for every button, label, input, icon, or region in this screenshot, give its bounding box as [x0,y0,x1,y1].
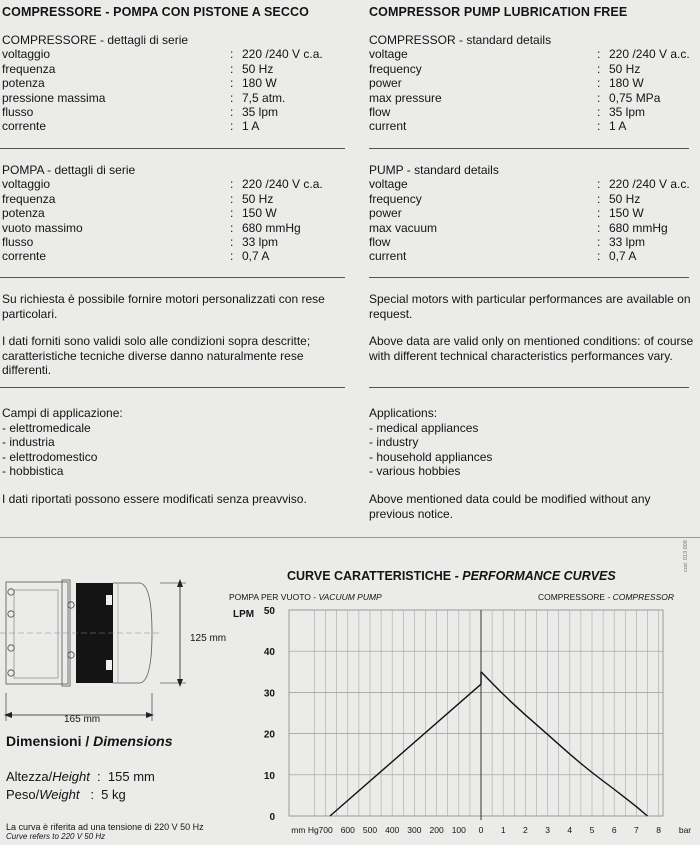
it-note-custom-motors: Su richiesta è possibile fornire motori personalizzati con rese particolari. [2,292,325,321]
section-divider [0,537,700,538]
spec-row [369,206,699,220]
x-tick-label: 1 [500,825,506,835]
divider [0,277,345,278]
spec-value: 220 /240 V a.c. [609,177,690,192]
application-item: - medical appliances [369,420,479,435]
en-pump-heading: PUMP - standard details [369,163,499,177]
en-notice: Above mentioned data could be modified without any previous notice. [369,492,651,521]
spec-row [369,249,699,263]
y-axis-label: LPM [233,609,255,620]
spec-value: 220 /240 V c.a. [242,177,323,192]
x-axis-label-vacuum: mm Hg [291,825,319,835]
x-tick-label: 0 [478,825,484,835]
title-en: COMPRESSOR PUMP LUBRICATION FREE [369,5,628,19]
spec-colon: : [230,220,234,235]
dim-width-label: 165 mm [64,714,101,725]
spec-label: pressione massima [2,90,106,105]
mount-hole-icon [68,652,74,658]
x-tick-label: 400 [385,825,400,835]
spec-colon: : [230,235,234,250]
en-applications [369,406,697,479]
x-tick-label: 6 [611,825,617,835]
spec-row [2,235,347,249]
spec-value: 0,75 MPa [609,90,661,105]
x-tick-label: 3 [545,825,550,835]
spec-value: 150 W [609,206,644,221]
y-tick-label: 50 [263,606,275,617]
spec-label: frequenza [2,61,56,76]
spec-value: 0,7 A [242,249,270,264]
spec-label: flow [369,235,391,250]
spec-row [369,235,699,249]
spec-colon: : [597,191,601,206]
en-compressor-specs [369,33,699,134]
spec-colon: : [597,105,601,120]
spec-row [2,62,347,76]
mount-hole-icon [8,611,14,617]
footnote-en: Curve refers to 220 V 50 Hz [6,832,106,841]
spec-label: flusso [2,105,34,120]
spec-row [369,47,699,61]
spec-label: flow [369,105,391,120]
spec-label: current [369,249,407,264]
spec-value: 1 A [242,119,260,134]
weight-value: 5 kg [101,787,126,802]
spec-colon: : [597,220,601,235]
spec-label: corrente [2,119,47,134]
en-compressor-heading: COMPRESSOR - standard details [369,33,552,47]
spec-value: 33 lpm [609,235,646,250]
y-tick-label: 20 [263,729,275,741]
spec-row [2,249,347,263]
spec-label: frequency [369,61,422,76]
application-item: - various hobbies [369,464,461,479]
spec-row [2,119,347,133]
height-value: 155 mm [107,769,155,784]
spec-row [369,91,699,105]
spec-row [2,192,347,206]
chart-title: CURVE CARATTERISTICHE - PERFORMANCE CURVES [287,569,616,583]
spec-label: frequency [369,191,422,206]
divider [0,387,345,388]
spec-label: potenza [2,76,45,91]
x-axis-label-pressure: bar [678,825,692,835]
mount-hole-icon [8,645,14,651]
mount-hole-icon [8,670,14,676]
spec-row [2,105,347,119]
spec-colon: : [230,119,234,134]
divider [0,148,345,149]
spec-value: 220 /240 V c.a. [242,47,323,62]
x-tick-label: 2 [523,825,528,835]
spec-label: corrente [2,249,47,264]
it-compressor-specs [2,33,347,134]
spec-colon: : [230,76,234,91]
y-tick-label: 30 [263,688,275,700]
x-tick-label: 5 [589,825,595,835]
spec-colon: : [597,90,601,105]
spec-value: 50 Hz [609,61,641,76]
it-notice: I dati riportati possono essere modificati senza preavviso. [2,492,307,506]
spec-label: current [369,119,407,134]
spec-colon: : [597,47,601,62]
x-tick-label: 8 [656,825,661,835]
it-pump-heading: POMPA - dettagli di serie [2,163,136,177]
spec-row [2,206,347,220]
spec-label: vuoto massimo [2,220,83,235]
x-tick-label: 500 [362,825,378,835]
mount-hole-icon [68,602,74,608]
x-tick-label: 300 [407,825,422,835]
divider [369,277,689,278]
en-applications-heading: Applications: [369,406,438,420]
x-tick-label: 700 [318,825,333,835]
it-applications-heading: Campi di applicazione: [2,406,123,420]
divider [369,387,689,388]
divider [369,148,689,149]
compressor-curve [481,672,648,816]
spec-colon: : [597,249,601,264]
weight-row: Peso/Weight : 5 kg [6,787,126,802]
spec-label: voltaggio [2,177,51,192]
spec-row [2,221,347,235]
plot-frame [289,610,663,816]
side-code: cod. 013 008 [683,540,689,572]
spec-row [369,221,699,235]
spec-colon: : [230,47,234,62]
application-item: - elettrodomestico [2,449,98,464]
application-item: - elettromedicale [2,420,91,435]
spec-row [369,177,699,191]
vacuum-curve [330,684,481,816]
it-compressor-heading: COMPRESSORE - dettagli di serie [2,33,189,47]
spec-label: flusso [2,235,34,250]
spec-label: voltage [369,47,408,62]
spec-value: 35 lpm [242,105,279,120]
height-row: Altezza/Height : 155 mm [6,769,155,784]
compressor-label: COMPRESSORE - COMPRESSOR [537,592,674,602]
it-applications [2,406,342,479]
spec-colon: : [597,206,601,221]
application-item: - industria [2,435,55,450]
en-pump-specs [369,163,699,264]
spec-row [369,62,699,76]
it-pump-specs [2,163,347,264]
x-tick-label: 7 [634,825,639,835]
spec-colon: : [597,235,601,250]
spec-value: 0,7 A [609,249,637,264]
dimensions-values [6,768,155,804]
spec-colon: : [230,191,234,206]
x-tick-label: 200 [429,825,444,835]
spec-row [2,91,347,105]
spec-value: 180 W [609,76,644,91]
spec-label: frequenza [2,191,56,206]
y-tick-label: 40 [263,647,275,659]
mount-hole-icon [8,589,14,595]
spec-label: max pressure [369,90,442,105]
dimension-drawing [0,565,240,735]
spec-row [2,177,347,191]
x-tick-label: 4 [567,825,573,835]
spec-colon: : [597,61,601,76]
spec-value: 180 W [242,76,277,91]
spec-colon: : [230,61,234,76]
spec-row [369,105,699,119]
footnote [6,823,204,841]
spec-colon: : [597,177,601,192]
performance-chart [225,562,700,845]
spec-row [369,76,699,90]
spec-row [2,47,347,61]
x-tick-label: 100 [451,825,466,835]
spec-label: power [369,206,402,221]
spec-colon: : [230,105,234,120]
spec-label: power [369,76,402,91]
spec-value: 220 /240 V a.c. [609,47,690,62]
spec-label: voltage [369,177,408,192]
en-note-custom-motors: Special motors with particular performances are available on request. [369,292,691,321]
application-item: - household appliances [369,449,493,464]
spec-label: max vacuum [369,220,438,235]
spec-value: 680 mmHg [242,220,301,235]
spec-value: 1 A [609,119,627,134]
y-tick-label: 0 [269,812,275,823]
vacuum-pump-label: POMPA PER VUOTO - VACUUM PUMP [229,592,382,602]
spec-colon: : [230,249,234,264]
spec-colon: : [597,76,601,91]
spec-value: 50 Hz [609,191,641,206]
spec-value: 35 lpm [609,105,646,120]
x-tick-label: 600 [340,825,355,835]
application-item: - industry [369,435,419,450]
spec-value: 50 Hz [242,191,274,206]
footnote-it: La curva è riferita ad una tensione di 220 V 50 Hz [6,822,204,832]
spec-row [2,76,347,90]
spec-colon: : [230,177,234,192]
it-note-data-validity: I dati forniti sono validi solo alle condizioni sopra descritte; caratteristiche tecniche diverse danno naturalmente rese differenti. [2,334,311,378]
spec-value: 33 lpm [242,235,279,250]
y-tick-label: 10 [263,770,275,782]
spec-row [369,192,699,206]
dimensions-title: Dimensioni / Dimensions [6,733,173,749]
spec-row [369,119,699,133]
spec-value: 680 mmHg [609,220,668,235]
spec-label: potenza [2,206,45,221]
spec-value: 7,5 atm. [242,90,286,105]
spec-label: voltaggio [2,47,51,62]
title-it: COMPRESSORE - POMPA CON PISTONE A SECCO [2,5,309,19]
dim-height-label: 125 mm [190,633,227,644]
spec-colon: : [230,90,234,105]
spec-colon: : [230,206,234,221]
spec-value: 50 Hz [242,61,274,76]
spec-value: 150 W [242,206,277,221]
en-note-data-validity: Above data are valid only on mentioned conditions: of course with different technical characteristics performances vary. [369,334,694,363]
spec-colon: : [597,119,601,134]
application-item: - hobbistica [2,464,64,479]
